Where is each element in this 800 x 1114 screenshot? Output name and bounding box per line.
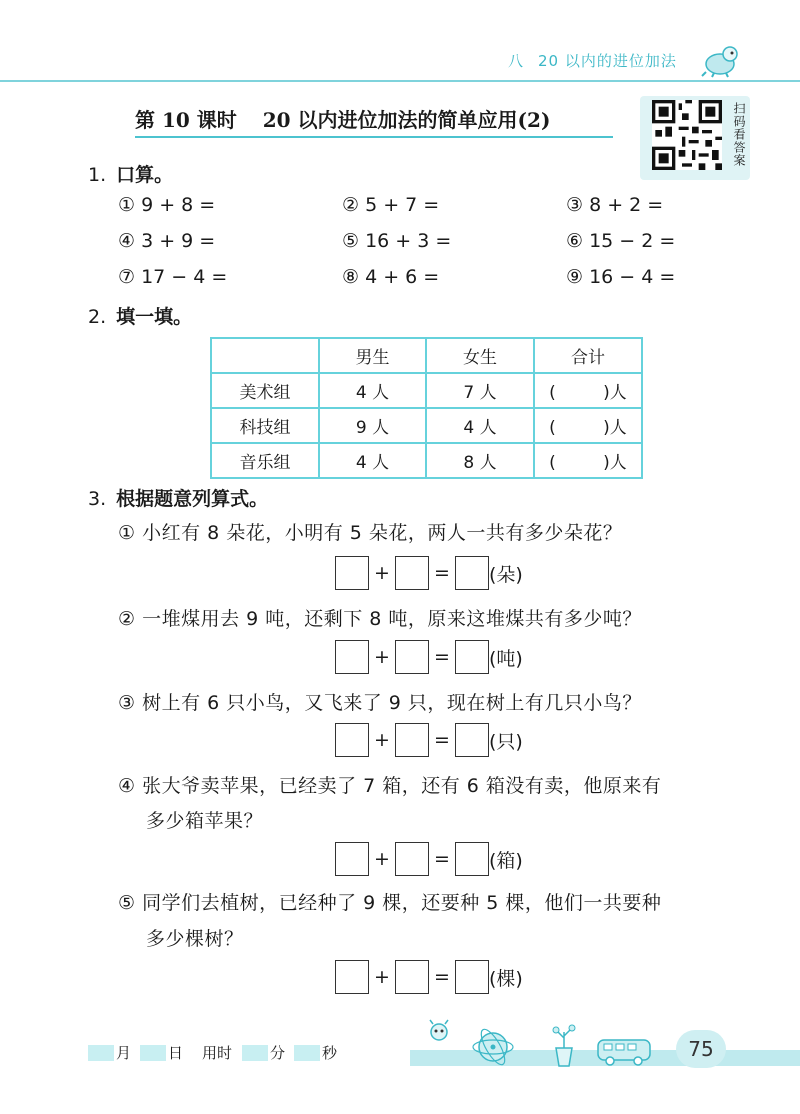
calc-item: ④ 3 + 9 = — [118, 230, 216, 252]
q1-number: 1. — [88, 164, 107, 186]
month-label: 月 — [116, 1044, 132, 1062]
page-title — [135, 104, 550, 133]
day-label: 日 — [168, 1044, 184, 1062]
table-header-cell — [211, 338, 319, 373]
page-number: 75 — [676, 1030, 726, 1068]
seconds-blank[interactable] — [294, 1045, 320, 1061]
calc-item: ⑨ 16 − 4 = — [566, 266, 676, 288]
header-divider — [0, 80, 800, 82]
answer-box[interactable] — [335, 842, 369, 876]
total-unit: )人 — [603, 453, 627, 473]
calc-item: ③ 8 + 2 = — [566, 194, 664, 216]
answer-box[interactable] — [335, 960, 369, 994]
problem-text: ⑤ 同学们去植树，已经种了 9 棵，还要种 5 棵，他们一共要种 — [118, 892, 662, 914]
minutes-label: 分 — [270, 1044, 286, 1062]
alien-icon — [424, 1018, 454, 1048]
table-header-cell: 男生 — [319, 338, 426, 373]
answer-box[interactable] — [395, 723, 429, 757]
day-blank[interactable] — [140, 1045, 166, 1061]
girls-count: 4 人 — [426, 408, 534, 443]
answer-box[interactable] — [455, 723, 489, 757]
open-paren: ( — [549, 418, 556, 438]
problem-text-cont: 多少箱苹果？ — [146, 810, 264, 832]
calc-item: ⑥ 15 − 2 = — [566, 230, 676, 252]
qr-label: 扫码看答案 — [732, 102, 746, 167]
bus-icon — [596, 1036, 652, 1066]
problem-text: ① 小红有 8 朵花，小明有 5 朵花，两人一共有多少朵花？ — [118, 522, 623, 544]
lesson-label: 第 10 课时 — [135, 108, 237, 132]
answer-box[interactable] — [455, 960, 489, 994]
calc-item: ⑦ 17 − 4 = — [118, 266, 228, 288]
problem-text: ② 一堆煤用去 9 吨，还剩下 8 吨，原来这堆煤共有多少吨？ — [118, 608, 642, 630]
open-paren: ( — [549, 383, 556, 403]
unit-label: (棵) — [489, 967, 523, 990]
q3-heading — [88, 484, 268, 511]
answer-box[interactable] — [395, 960, 429, 994]
plus-sign: + — [374, 729, 390, 751]
answer-box[interactable] — [335, 723, 369, 757]
plus-sign: + — [374, 848, 390, 870]
title-underline — [135, 136, 613, 138]
q1-heading — [88, 160, 173, 187]
equation-row — [335, 556, 523, 590]
equals-sign: = — [434, 848, 450, 870]
seconds-label: 秒 — [322, 1044, 338, 1062]
answer-box[interactable] — [455, 556, 489, 590]
table-header-cell: 女生 — [426, 338, 534, 373]
problem-text: ④ 张大爷卖苹果，已经卖了 7 箱，还有 6 箱没有卖，他原来有 — [118, 775, 662, 797]
answer-box[interactable] — [335, 556, 369, 590]
open-paren: ( — [549, 453, 556, 473]
chapter-title: 20 以内的进位加法 — [538, 52, 677, 70]
table-row — [211, 408, 642, 443]
answer-box[interactable] — [335, 640, 369, 674]
unit-label: (朵) — [489, 563, 523, 586]
qr-code-icon[interactable] — [652, 100, 722, 170]
total-blank[interactable] — [534, 373, 642, 408]
equation-row — [335, 842, 523, 876]
boys-count: 9 人 — [319, 408, 426, 443]
q2-heading — [88, 302, 192, 329]
table-row — [211, 443, 642, 478]
equals-sign: = — [434, 646, 450, 668]
plus-sign: + — [374, 966, 390, 988]
plus-sign: + — [374, 646, 390, 668]
group-table — [210, 337, 643, 479]
q1-title: 口算。 — [116, 164, 174, 186]
girls-count: 8 人 — [426, 443, 534, 478]
time-used-label: 用时 — [202, 1044, 233, 1062]
q3-number: 3. — [88, 488, 107, 510]
boys-count: 4 人 — [319, 373, 426, 408]
table-header-cell: 合计 — [534, 338, 642, 373]
total-unit: )人 — [603, 383, 627, 403]
equals-sign: = — [434, 966, 450, 988]
q2-title: 填一填。 — [116, 306, 193, 328]
unit-label: (只) — [489, 730, 523, 753]
total-unit: )人 — [603, 418, 627, 438]
chapter-number: 八 — [508, 52, 525, 70]
calc-item: ① 9 + 8 = — [118, 194, 216, 216]
total-blank[interactable] — [534, 443, 642, 478]
calc-item: ② 5 + 7 = — [342, 194, 440, 216]
equals-sign: = — [434, 729, 450, 751]
q3-title: 根据题意列算式。 — [116, 488, 269, 510]
chapter-header — [508, 50, 677, 71]
group-name: 音乐组 — [211, 443, 319, 478]
atom-icon — [470, 1026, 516, 1068]
plant-pot-icon — [544, 1020, 584, 1068]
group-name: 科技组 — [211, 408, 319, 443]
plus-sign: + — [374, 562, 390, 584]
unit-label: (吨) — [489, 647, 523, 670]
calc-item: ⑤ 16 + 3 = — [342, 230, 452, 252]
answer-box[interactable] — [395, 556, 429, 590]
answer-box[interactable] — [395, 842, 429, 876]
calc-item: ⑧ 4 + 6 = — [342, 266, 440, 288]
mascot-icon — [700, 42, 744, 78]
answer-box[interactable] — [395, 640, 429, 674]
unit-label: (箱) — [489, 849, 523, 872]
table-row — [211, 373, 642, 408]
total-blank[interactable] — [534, 408, 642, 443]
problem-text: ③ 树上有 6 只小鸟，又飞来了 9 只，现在树上有几只小鸟？ — [118, 692, 642, 714]
equation-row — [335, 960, 523, 994]
equals-sign: = — [434, 562, 450, 584]
answer-box[interactable] — [455, 842, 489, 876]
lesson-title: 20 以内进位加法的简单应用(2) — [262, 108, 551, 132]
equation-row — [335, 723, 523, 757]
minutes-blank[interactable] — [242, 1045, 268, 1061]
equation-row — [335, 640, 523, 674]
boys-count: 4 人 — [319, 443, 426, 478]
answer-box[interactable] — [455, 640, 489, 674]
girls-count: 7 人 — [426, 373, 534, 408]
problem-text-cont: 多少棵树？ — [146, 928, 244, 950]
group-name: 美术组 — [211, 373, 319, 408]
table-header-row — [211, 338, 642, 373]
month-blank[interactable] — [88, 1045, 114, 1061]
q2-number: 2. — [88, 306, 107, 328]
